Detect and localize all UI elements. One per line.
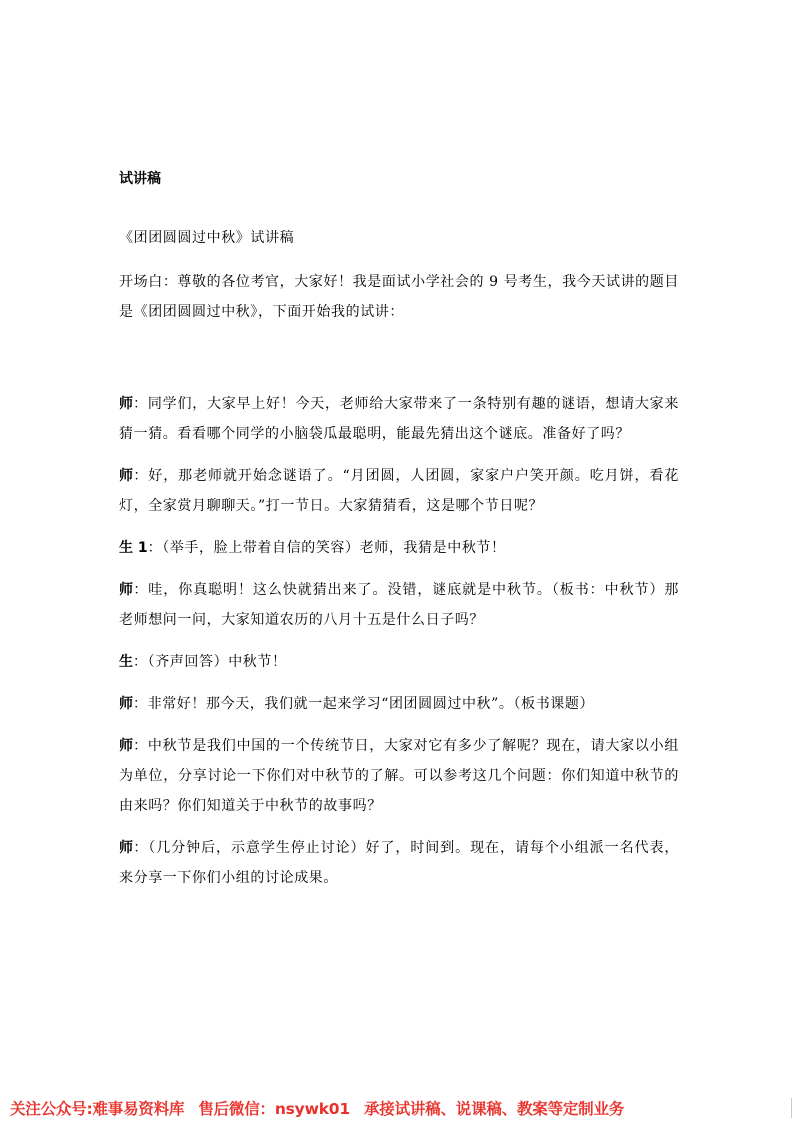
dialogue-text: ：同学们，大家早上好！今天，老师给大家带来了一条特别有趣的谜语，想请大家来猜一猜。看看哪个同学的小脑袋瓜最聪明，能最先猜出这个谜底。准备好了吗？ <box>119 396 680 442</box>
dialogue-line <box>119 461 679 521</box>
speaker-label: 师 <box>119 468 134 484</box>
document-heading: 试讲稿 <box>119 171 161 187</box>
dialogue-line <box>119 389 679 449</box>
footer-service-notice: 承接试讲稿、说课稿、教案等定制业务 <box>363 1100 625 1118</box>
speaker-label: 师 <box>119 840 134 856</box>
footer-wechat-contact: 售后微信：nsywk01 <box>198 1100 350 1118</box>
speaker-label: 师 <box>119 582 134 598</box>
dialogue-text: ：非常好！那今天，我们就一起来学习“团团圆圆过中秋”。（板书课题） <box>133 696 595 712</box>
promo-footer-banner <box>0 1094 793 1122</box>
dialogue-text: ：（举手，脸上带着自信的笑容）老师，我猜是中秋节！ <box>147 540 506 556</box>
dialogue-line <box>119 647 679 677</box>
dialogue-line <box>119 833 679 893</box>
dialogue-line <box>119 731 679 821</box>
speaker-label: 生 <box>119 654 133 670</box>
dialogue-text: ：中秋节是我们中国的一个传统节日，大家对它有多少了解呢？现在，请大家以小组为单位，分享讨论一下你们对中秋节的了解。可以参考这几个问题：你们知道中秋节的由来吗？你们知道关于中秋节的故事吗？ <box>119 738 680 814</box>
dialogue-line <box>119 533 679 563</box>
speaker-label: 师 <box>119 696 133 712</box>
footer-account-notice: 关注公众号:难事易资料库 <box>10 1100 185 1118</box>
document-page <box>119 168 679 905</box>
page-edge-divider <box>791 1098 792 1118</box>
speaker-label: 师 <box>119 396 134 412</box>
speaker-label: 生 1 <box>119 540 148 556</box>
opening-remarks: 开场白：尊敬的各位考官，大家好！我是面试小学社会的 9 号考生，我今天试讲的题目是《团团圆圆过中秋》，下面开始我的试讲： <box>119 274 679 320</box>
dialogue-text: ：哇，你真聪明！这么快就猜出来了。没错，谜底就是中秋节。（板书：中秋节）那老师想问一问，大家知道农历的八月十五是什么日子吗？ <box>119 582 680 628</box>
dialogue-text: ：（几分钟后，示意学生停止讨论）好了，时间到。现在，请每个小组派一名代表，来分享一下你们小组的讨论成果。 <box>119 840 680 886</box>
speaker-label: 师 <box>119 738 134 754</box>
dialogue-line <box>119 689 679 719</box>
lesson-title: 《团团圆圆过中秋》试讲稿 <box>119 230 295 246</box>
dialogue-text: ：（齐声回答）中秋节！ <box>133 654 287 670</box>
dialogue-text: ：好，那老师就开始念谜语了。“月团圆，人团圆，家家户户笑开颜。吃月饼，看花灯，全家赏月聊聊天。”打一节日。大家猜猜看，这是哪个节日呢？ <box>119 468 679 514</box>
dialogue-line <box>119 575 679 635</box>
